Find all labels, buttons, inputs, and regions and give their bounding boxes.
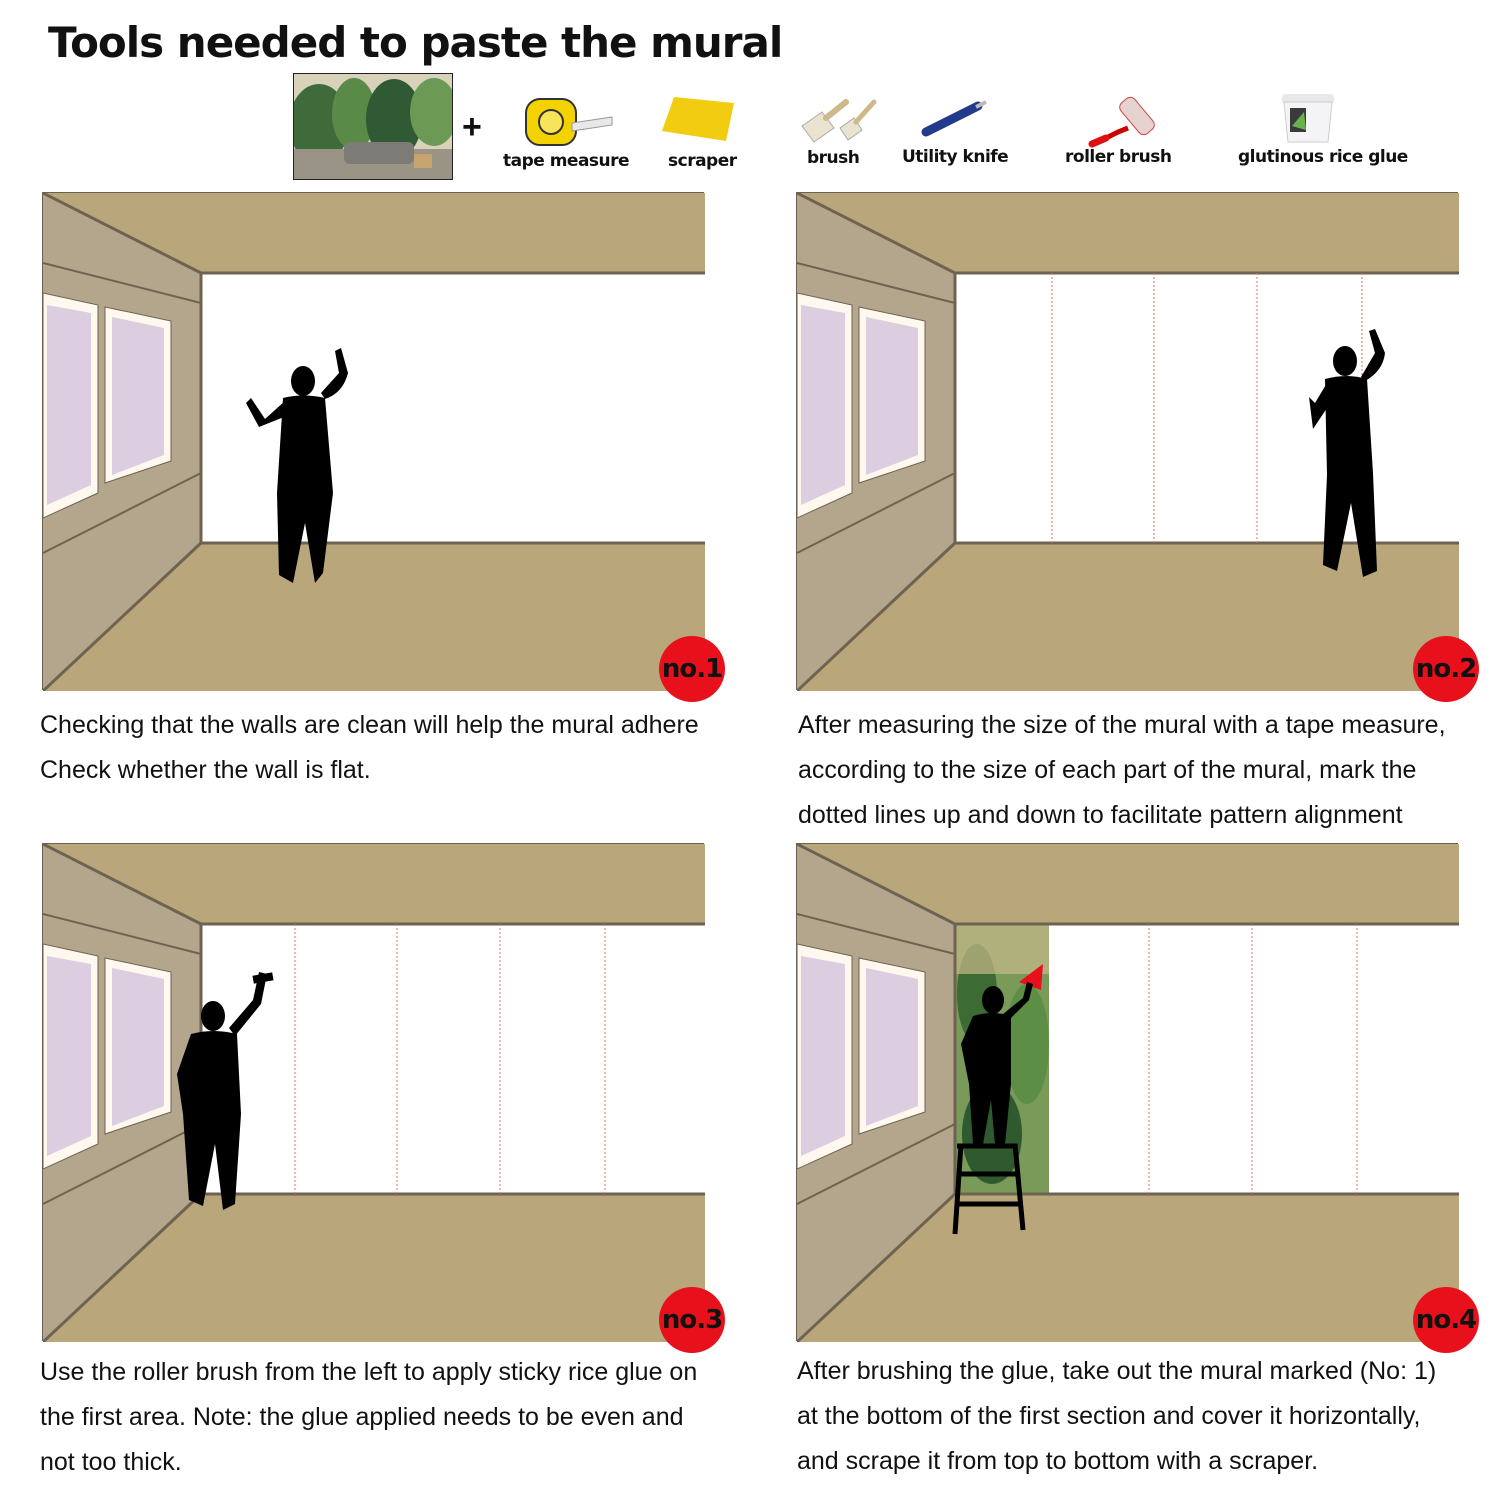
roller-brush-label: roller brush: [1065, 147, 1172, 167]
caption-line: according to the size of each part of the mural, mark the: [798, 756, 1417, 784]
utility-knife-label: Utility knife: [902, 147, 1009, 167]
caption-line: and scrape it from top to bottom with a scraper.: [797, 1447, 1319, 1475]
utility-knife-icon: [918, 98, 988, 138]
step-3-caption: [40, 1350, 730, 1485]
mural-thumbnail: [293, 73, 453, 180]
rice-glue-label: glutinous rice glue: [1238, 147, 1408, 167]
caption-line: Checking that the walls are clean will help the mural adhere: [40, 711, 699, 739]
brush-icon: [800, 98, 880, 143]
caption-line: After measuring the size of the mural with a tape measure,: [798, 711, 1446, 739]
roller-brush-icon: [1088, 92, 1168, 148]
page-title: Tools needed to paste the mural: [48, 18, 783, 67]
step-1-badge: no.1: [659, 636, 725, 702]
step-3-badge: no.3: [659, 1287, 725, 1353]
glue-bucket-icon: [1278, 86, 1338, 146]
caption-line: not too thick.: [40, 1448, 182, 1476]
step-4-illustration: [796, 843, 1477, 1341]
scraper-icon: [660, 95, 736, 143]
step-2-badge: no.2: [1413, 636, 1479, 702]
caption-line: Check whether the wall is flat.: [40, 756, 371, 784]
step-4-caption: [797, 1349, 1487, 1484]
step-3-illustration: [42, 843, 723, 1341]
plus-sign: +: [462, 108, 482, 146]
tape-measure-icon: [522, 95, 614, 150]
step-2-caption: [798, 703, 1488, 838]
brush-label: brush: [807, 148, 860, 168]
caption-line: dotted lines up and down to facilitate pattern alignment: [798, 801, 1403, 829]
step-1-caption: [40, 703, 730, 793]
step-2-illustration: [796, 192, 1477, 690]
caption-line: at the bottom of the first section and cover it horizontally,: [797, 1402, 1421, 1430]
step-4-badge: no.4: [1413, 1287, 1479, 1353]
caption-line: Use the roller brush from the left to apply sticky rice glue on: [40, 1358, 698, 1386]
caption-line: After brushing the glue, take out the mural marked (No: 1): [797, 1357, 1437, 1385]
step-1-illustration: [42, 192, 723, 690]
tape-measure-label: tape measure: [503, 151, 630, 171]
scraper-label: scraper: [668, 151, 737, 171]
caption-line: the first area. Note: the glue applied needs to be even and: [40, 1403, 684, 1431]
